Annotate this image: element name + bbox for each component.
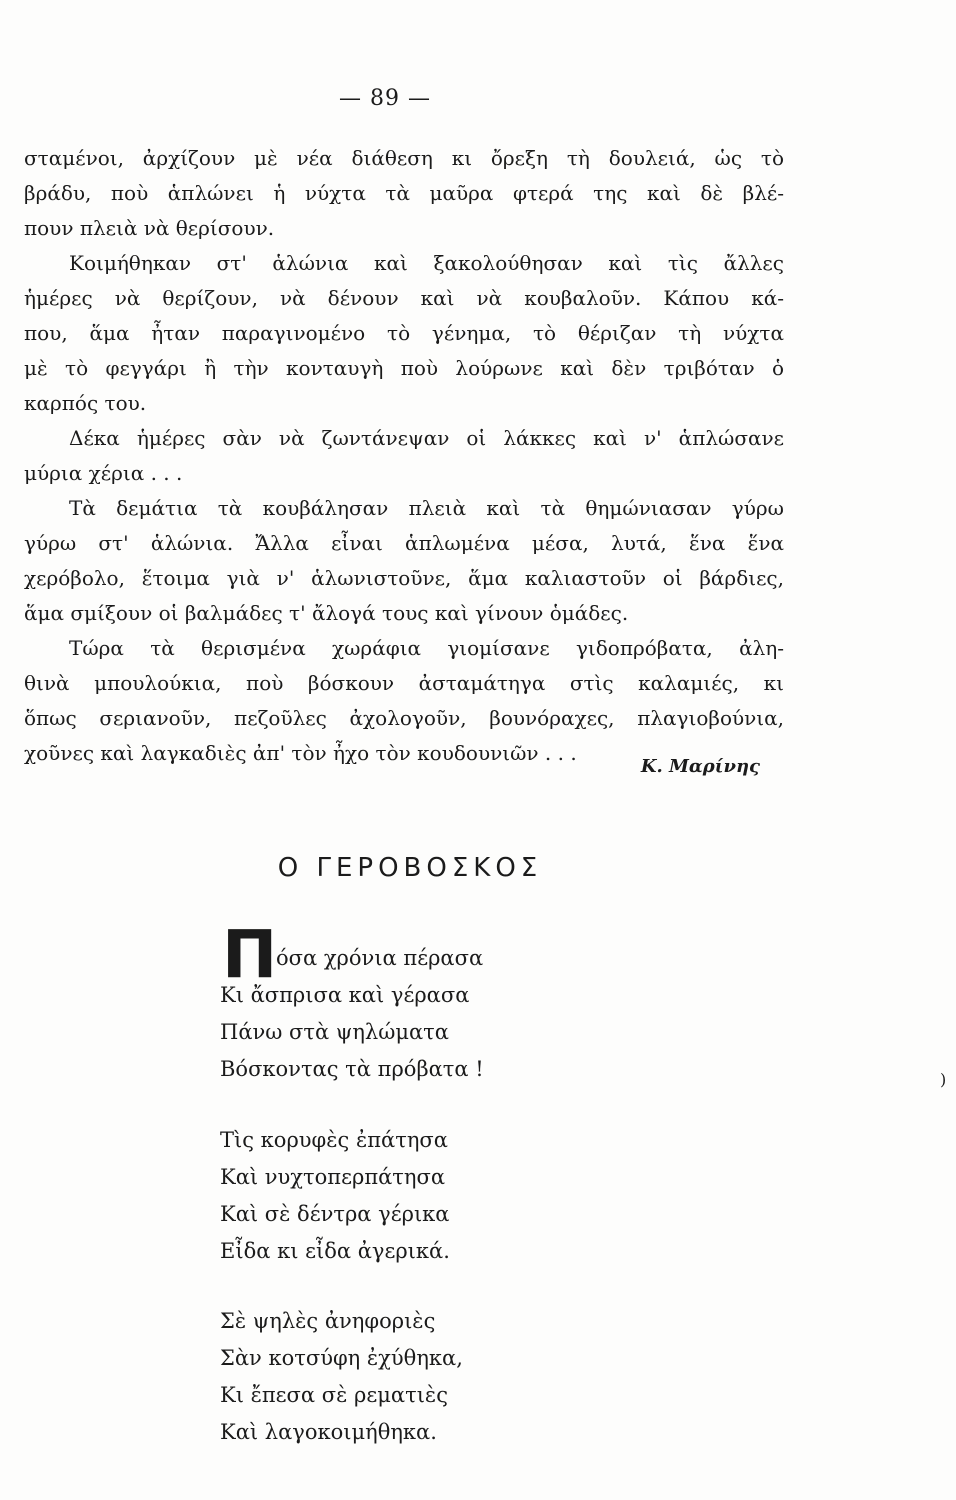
poem-stanza-2 — [220, 1122, 450, 1270]
prose-line: θινὰ μπουλούκια, ποὺ βόσκουν ἀσταμάτηγα στὶς καλαμιές, κι — [24, 671, 784, 695]
prose-line: γύρω στ' ἁλώνια. Ἄλλα εἶναι ἁπλωμένα μέσα, λυτά, ἕνα ἕνα — [24, 531, 784, 555]
drop-cap: Π — [222, 916, 278, 993]
prose-line: μὲ τὸ φεγγάρι ἢ τὴν κονταυγὴ ποὺ λούρωνε καὶ δὲν τριβόταν ὁ — [24, 356, 784, 380]
prose-line: σταμένοι, ἀρχίζουν μὲ νέα διάθεση κι ὄρεξη τὴ δουλειά, ὡς τὸ — [24, 146, 784, 170]
poem-stanza-3 — [220, 1303, 463, 1451]
prose-line: ὅπως σεριανοῦν, πεζοῦλες ἀχολογοῦν, βουνόραχες, πλαγιοβούνια, — [24, 706, 784, 730]
poem-verse: Κι ἄσπρισα καὶ γέρασα — [220, 983, 470, 1007]
page-number: — 89 — — [339, 86, 431, 111]
prose-passage — [24, 141, 784, 771]
poem-verse: όσα χρόνια πέρασα — [276, 946, 484, 970]
prose-line: βράδυ, ποὺ ἁπλώνει ἡ νύχτα τὰ μαῦρα φτερά της καὶ δὲ βλέ- — [24, 181, 784, 205]
prose-line: μύρια χέρια . . . — [24, 461, 183, 485]
prose-line: πουν πλειὰ νὰ θερίσουν. — [24, 216, 275, 240]
prose-line: ἅμα σμίξουν οἱ βαλμάδες τ' ἄλογά τους καὶ γίνουν ὁμάδες. — [24, 601, 629, 625]
prose-line: Κοιμήθηκαν στ' ἁλώνια καὶ ξακολούθησαν καὶ τὶς ἄλλες — [69, 251, 784, 275]
poem-verse: Σὲ ψηλὲς ἀνηφοριὲς — [220, 1309, 436, 1333]
prose-line: Τώρα τὰ θερισμένα χωράφια γιομίσανε γιδοπρόβατα, ἀλη- — [69, 636, 784, 660]
poem-verse: Καὶ σὲ δέντρα γέρικα — [220, 1202, 450, 1226]
prose-line: Τὰ δεμάτια τὰ κουβάλησαν πλειὰ καὶ τὰ θημώνιασαν γύρω — [69, 496, 784, 520]
margin-mark: ) — [940, 1070, 947, 1089]
poem-verse: Σὰν κοτσύφη ἐχύθηκα, — [220, 1346, 463, 1370]
poem-verse: Κι ἔπεσα σὲ ρεματιὲς — [220, 1383, 448, 1407]
prose-line: χερόβολο, ἕτοιμα γιὰ ν' ἁλωνιστοῦνε, ἅμα καλιαστοῦν οἱ βάρδιες, — [24, 566, 784, 590]
prose-line: καρπός του. — [24, 391, 147, 415]
poem-verse: Καὶ νυχτοπερπάτησα — [220, 1165, 446, 1189]
poem-verse: Τὶς κορυφὲς ἐπάτησα — [220, 1128, 448, 1152]
poem-stanza-1 — [220, 940, 484, 1088]
poem-verse: Βόσκοντας τὰ πρόβατα ! — [220, 1057, 484, 1081]
prose-line: ἡμέρες νὰ θερίζουν, νὰ δένουν καὶ νὰ κουβαλοῦν. Κάπου κά- — [24, 286, 784, 310]
poem-verse: Εἶδα κι εἶδα ἀγερικά. — [220, 1239, 450, 1263]
poem-verse: Πάνω στὰ ψηλώματα — [220, 1020, 449, 1044]
prose-line: Δέκα ἡμέρες σὰν νὰ ζωντάνεψαν οἱ λάκκες καὶ ν' ἁπλώσανε — [69, 426, 784, 450]
poem-title: Ο ΓΕΡΟΒΟΣΚΟΣ — [277, 853, 543, 883]
prose-line: χοῦνες καὶ λαγκαδιὲς ἀπ' τὸν ἦχο τὸν κουδουνιῶν . . . — [24, 741, 577, 765]
author-signature: Κ. Μαρίνης — [640, 756, 760, 777]
poem-verse: Καὶ λαγοκοιμήθηκα. — [220, 1420, 437, 1444]
prose-line: που, ἅμα ἦταν παραγινομένο τὸ γένημα, τὸ θέριζαν τὴ νύχτα — [24, 321, 784, 345]
